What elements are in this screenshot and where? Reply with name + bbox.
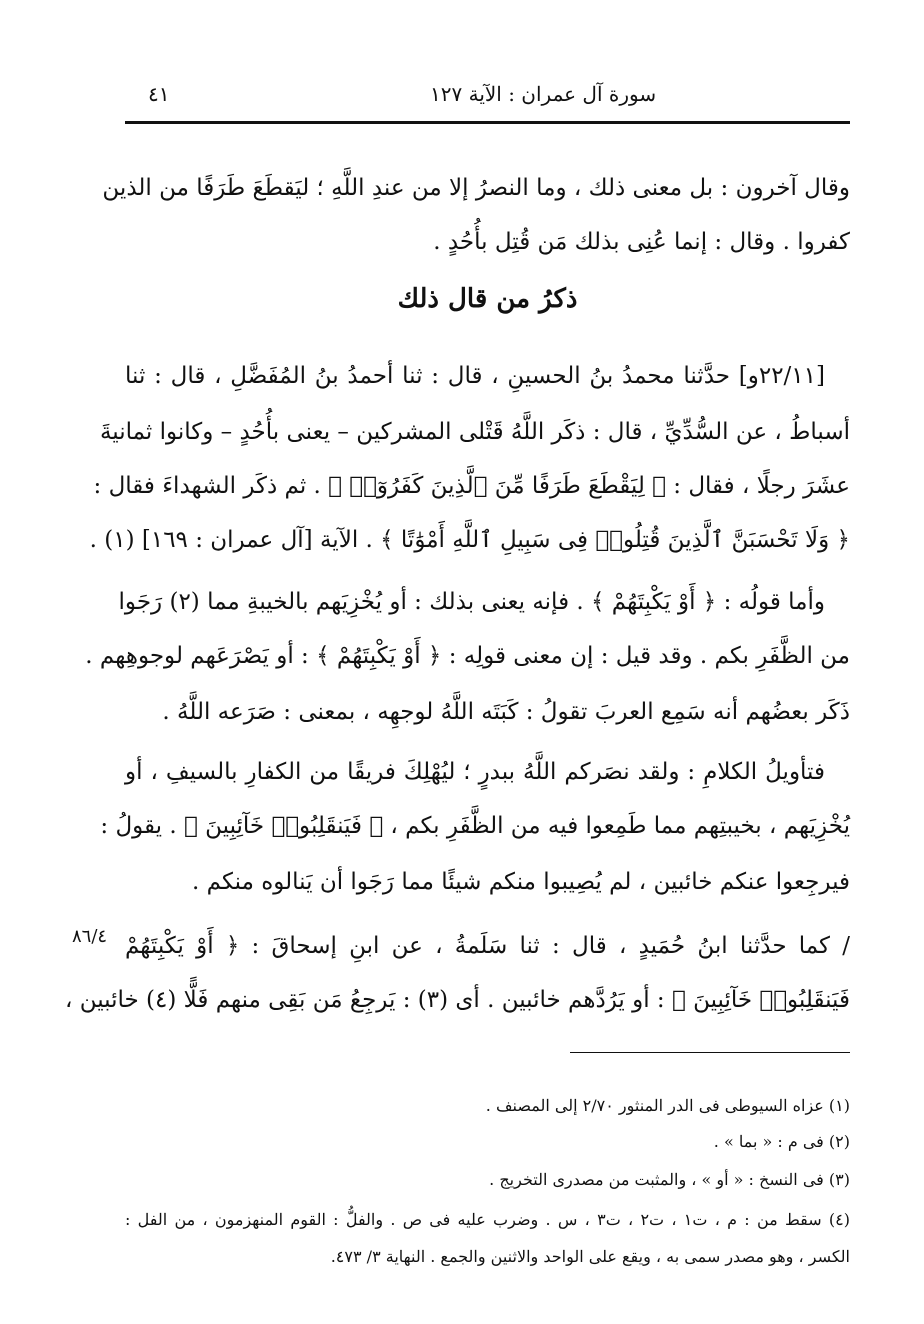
footnote: الكسر ، وهو مصدر سمى به ، ويقع على الواحد والاثنين والجمع . النهاية ٣/ ٤٧٣. <box>330 1247 850 1266</box>
footnote: (٤) سقط من : م ، ت١ ، ت٢ ، ت٣ ، س . وضرب عليه فى ص . والفلُّ : القوم المنهزمون ، من الفل : <box>125 1210 850 1229</box>
text-line: فتأويلُ الكلامِ : ولقد نصَركم اللَّهُ ببدرٍ ؛ ليُهْلِكَ فريقًا من الكفارِ بالسيفِ ، أو <box>125 759 825 785</box>
footnote: (٣) فى النسخ : « أو » ، والمثبت من مصدرى التخريج . <box>489 1170 850 1189</box>
text-line: يُخْزِيَهم ، بخيبتِهم مما طَمِعوا فيه من الظَّفَرِ بكم ، ﴿ فَيَنقَلِبُوا۟ خَآئِبِينَ ﴾ . يقولُ : <box>100 813 850 839</box>
text-line: ﴿ وَلَا تَحْسَبَنَّ ٱلَّذِينَ قُتِلُوا۟ فِى سَبِيلِ ٱللَّهِ أَمْوَٰتًا ﴾ . الآية [آل عمران : ١٦٩] (١) . <box>89 527 850 553</box>
text-line: عشَرَ رجلًا ، فقال : ﴿ لِيَقْطَعَ طَرَفًا مِّنَ ٱلَّذِينَ كَفَرُوٓا۟ ﴾ . ثم ذكَر الشهداءَ فقال : <box>93 473 850 499</box>
footnote: (٢) فى م : « بما » . <box>713 1132 850 1151</box>
footnote: (١) عزاه السيوطى فى الدر المنثور ٢/٧٠ إلى المصنف . <box>485 1096 850 1115</box>
page-number: ٤١ <box>148 82 170 106</box>
text-line: فيرجِعوا عنكم خائبين ، لم يُصِيبوا منكم شيئًا مما رَجَوا أن يَنالوه منكم . <box>192 869 850 895</box>
section-heading: ذكرُ من قال ذلك <box>397 284 578 314</box>
text-line: أسباطُ ، عن السُّدِّيِّ ، قال : ذكَر اللَّهُ قَتْلى المشركين – يعنى بأُحُدٍ – وكانوا ثمانيةَ <box>99 419 850 445</box>
text-line: فَيَنقَلِبُوا۟ خَآئِبِينَ ﴾ : أو يَرُدَّهم خائبين . أى (٣) : يَرجِعُ مَن بَقِى منهم فَلًّا (٤) خائبين ، <box>64 987 850 1013</box>
text-line: [٢٢/١١و] حدَّثنا محمدُ بنُ الحسينِ ، قال : ثنا أحمدُ بنُ المُفَضَّلِ ، قال : ثنا <box>125 363 825 389</box>
text-line: ذَكَر بعضُهم أنه سَمِع العربَ تقولُ : كَبَتَه اللَّهُ لوجهِه ، بمعنى : صَرَعه اللَّهُ . <box>162 699 850 725</box>
footnote-rule <box>570 1052 850 1053</box>
text-line: من الظَّفَرِ بكم . وقد قيل : إن معنى قولِه : ﴿ أَوْ يَكْبِتَهُمْ ﴾ : أو يَصْرَعَهم لوجوهِهم . <box>85 643 850 669</box>
margin-note: ٨٦/٤ <box>72 926 108 947</box>
running-title: سورة آل عمران : الآية ١٢٧ <box>430 82 657 106</box>
text-line: / كما حدَّثنا ابنُ حُمَيدٍ ، قال : ثنا سَلَمةُ ، عن ابنِ إسحاقَ : ﴿ أَوْ يَكْبِتَهُمْ <box>125 933 850 959</box>
text-line: وأما قولُه : ﴿ أَوْ يَكْبِتَهُمْ ﴾ . فإنه يعنى بذلك : أو يُخْزِيَهم بالخيبةِ مما (٢) رَجَوا <box>118 589 825 615</box>
text-line: كفروا . وقال : إنما عُنِى بذلك مَن قُتِل بأُحُدٍ . <box>433 229 850 255</box>
text-line: وقال آخرون : بل معنى ذلك ، وما النصرُ إلا من عندِ اللَّهِ ؛ ليَقطَعَ طَرَفًا من الذين <box>102 175 850 201</box>
header-rule <box>125 121 850 124</box>
